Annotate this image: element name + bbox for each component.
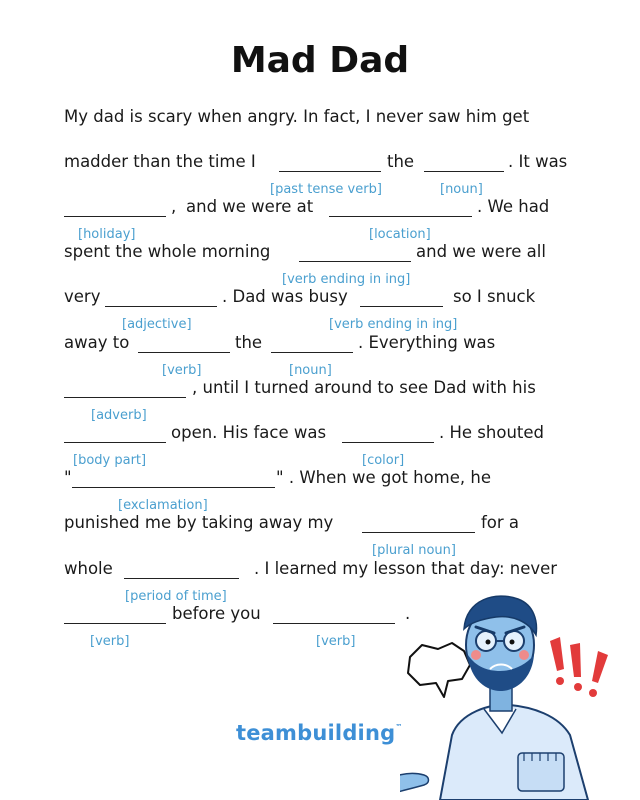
brand-name: teambuilding <box>236 721 396 745</box>
answer-blank[interactable] <box>362 532 475 533</box>
angry-dad-illustration <box>400 585 640 800</box>
story-text: the <box>387 152 415 171</box>
answer-blank[interactable] <box>64 623 166 624</box>
blank-hint: [plural noun] <box>372 543 456 558</box>
story-line-10 <box>0 515 640 560</box>
blank-hint: [body part] <box>73 453 147 468</box>
page-title: Mad Dad <box>230 40 410 81</box>
trademark-mark: ™ <box>395 723 403 731</box>
story-text: My dad is scary when angry. In fact, I never saw him get <box>64 107 530 126</box>
story-line-1 <box>0 109 640 154</box>
answer-blank[interactable] <box>342 442 434 443</box>
story-text: for a <box>481 513 520 532</box>
answer-blank[interactable] <box>273 623 395 624</box>
story-line-6 <box>0 335 640 380</box>
story-text: away to <box>64 333 130 352</box>
answer-blank[interactable] <box>72 487 275 488</box>
story-text: the <box>235 333 263 352</box>
story-text: . Dad was busy <box>222 287 348 306</box>
blank-hint: [verb ending in ing] <box>282 272 411 287</box>
blank-hint: [adverb] <box>91 408 147 423</box>
story-text: . I learned my lesson that day: never <box>254 559 558 578</box>
story-text: . <box>405 604 411 623</box>
story-line-5 <box>0 289 640 334</box>
story-line-7 <box>0 380 640 425</box>
blank-hint: [verb ending in ing] <box>329 317 458 332</box>
answer-blank[interactable] <box>64 216 166 217</box>
answer-blank[interactable] <box>360 306 443 307</box>
answer-blank[interactable] <box>299 261 411 262</box>
story-text: . He shouted <box>439 423 544 442</box>
story-text: " . When we got home, he <box>276 468 491 487</box>
blank-hint: [past tense verb] <box>270 182 382 197</box>
story-line-8 <box>0 425 640 470</box>
story-text: . It was <box>508 152 568 171</box>
story-text: before you <box>172 604 261 623</box>
answer-blank[interactable] <box>424 171 504 172</box>
brand-logo <box>236 721 403 745</box>
blank-hint: [verb] <box>162 363 202 378</box>
story-text: open. His face was <box>171 423 327 442</box>
story-text: whole <box>64 559 113 578</box>
story-text: . Everything was <box>358 333 496 352</box>
blank-hint: [holiday] <box>78 227 136 242</box>
blank-hint: [exclamation] <box>118 498 208 513</box>
blank-hint: [noun] <box>289 363 332 378</box>
story-line-3 <box>0 199 640 244</box>
story-text: punished me by taking away my <box>64 513 334 532</box>
answer-blank[interactable] <box>329 216 472 217</box>
answer-blank[interactable] <box>64 442 166 443</box>
story-line-2 <box>0 154 640 199</box>
story-text: , until I turned around to see Dad with his <box>192 378 536 397</box>
story-text: very <box>64 287 101 306</box>
answer-blank[interactable] <box>124 578 239 579</box>
speech-bubble-icon <box>408 643 470 697</box>
answer-blank[interactable] <box>279 171 381 172</box>
story-text: . We had <box>477 197 550 216</box>
answer-blank[interactable] <box>64 397 186 398</box>
story-text: , <box>171 197 177 216</box>
answer-blank[interactable] <box>138 352 230 353</box>
exclamation-icon <box>550 637 608 697</box>
story-text: and we were all <box>416 242 546 261</box>
blank-hint: [verb] <box>316 634 356 649</box>
story-text: spent the whole morning <box>64 242 271 261</box>
blank-hint: [adjective] <box>122 317 192 332</box>
story-text: and we were at <box>186 197 314 216</box>
story-line-4 <box>0 244 640 289</box>
blank-hint: [period of time] <box>125 589 227 604</box>
blank-hint: [color] <box>362 453 405 468</box>
story-text: " <box>64 468 72 487</box>
story-text: madder than the time I <box>64 152 256 171</box>
blank-hint: [location] <box>369 227 431 242</box>
answer-blank[interactable] <box>105 306 217 307</box>
story-line-9 <box>0 470 640 515</box>
story-text: so I snuck <box>453 287 536 306</box>
blank-hint: [noun] <box>440 182 483 197</box>
blank-hint: [verb] <box>90 634 130 649</box>
answer-blank[interactable] <box>271 352 353 353</box>
